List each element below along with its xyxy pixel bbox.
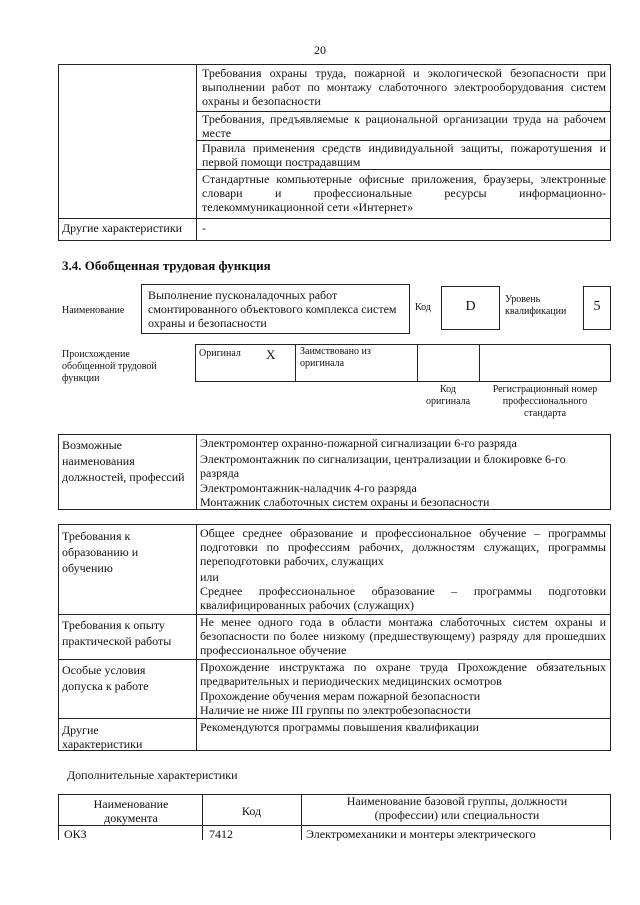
other-characteristics-value: - — [202, 221, 206, 235]
education-option-1: Общее среднее образование и профессиональное обучение – программы подготовки по профессиям рабочих, должностям служащих, программы переподготовки рабочих, служащих — [200, 526, 606, 568]
other-characteristics-label: Другие характеристики — [62, 221, 183, 235]
gtf-level-label: Уровень квалификации — [505, 294, 567, 317]
origin-original-mark: X — [266, 347, 276, 362]
origin-code-caption: Код оригинала — [425, 384, 471, 407]
position-item: Электромонтажник-наладчик 4-го разряда — [200, 481, 417, 495]
position-item: Электромонтажник по сигнализации, централизации и блокировке 6-го разряда — [200, 452, 566, 480]
additional-row-code: 7412 — [209, 827, 233, 841]
section-heading: 3.4. Обобщенная трудовая функция — [62, 258, 271, 273]
additional-header-group: Наименование базовой группы, должности (профессии) или специальности — [346, 794, 568, 822]
origin-borrowed-label: Заимствовано из оригинала — [300, 346, 371, 369]
education-option-2: Среднее профессиональное образование – программы подготовки квалифицированных рабочих (служащих) — [200, 584, 606, 612]
other-requirements-value: Рекомендуются программы повышения квалификации — [200, 720, 479, 734]
origin-label: Происхождение обобщенной трудовой функции — [62, 349, 157, 384]
education-label: Требования к образованию и обучению — [62, 529, 139, 575]
additional-heading: Дополнительные характеристики — [67, 768, 238, 782]
origin-reg-caption: Регистрационный номер профессионального стандарта — [492, 384, 598, 419]
origin-original-label: Оригинал — [199, 348, 241, 359]
conditions-label: Особые условия допуска к работе — [62, 663, 149, 693]
additional-row-group: Электромеханики и монтеры электрического — [306, 827, 536, 841]
additional-header-document: Наименование документа — [93, 797, 169, 825]
conditions-item: Прохождение инструктажа по охране труда Прохождение обязательных предварительных и периодических медицинских осмотров — [200, 660, 606, 688]
conditions-item: Наличие не ниже III группы по электробезопасности — [200, 703, 471, 717]
requirement-workplace: Требования, предъявляемые к рациональной организации труда на рабочем месте — [202, 112, 606, 140]
gtf-name-label: Наименование — [62, 305, 125, 316]
position-item: Монтажник слаботочных систем охраны и безопасности — [200, 495, 490, 509]
requirement-ppe: Правила применения средств индивидуальной защиты, пожаротушения и первой помощи пострадавшим — [202, 141, 606, 169]
requirement-safety: Требования охраны труда, пожарной и экологической безопасности при выполнении работ по монтажу слаботочного электрооборудования систем охраны и безопасности — [202, 66, 606, 108]
page-number: 20 — [314, 43, 326, 57]
education-or: или — [200, 570, 219, 584]
conditions-item: Прохождение обучения мерам пожарной безопасности — [200, 689, 481, 703]
requirement-software: Стандартные компьютерные офисные приложения, браузеры, электронные словари и профессиональные ресурсы информационно-телекоммуникационной сети «Интернет» — [202, 172, 606, 214]
gtf-code-label: Код — [415, 302, 431, 313]
positions-label: Возможные наименования должностей, профессий — [62, 438, 185, 484]
other-requirements-label: Другие характеристики — [62, 723, 143, 751]
position-item: Электромонтер охранно-пожарной сигнализации 6-го разряда — [200, 436, 517, 450]
experience-label: Требования к опыту практической работы — [62, 618, 172, 648]
gtf-code-value: D — [465, 299, 476, 314]
additional-row-document: ОКЗ — [64, 827, 87, 841]
additional-header-code: Код — [241, 804, 262, 818]
experience-value: Не менее одного года в области монтажа слаботочных систем охраны и безопасности по более низкому (предшествующему) разряду для прошедших профессиональное обучение — [200, 615, 606, 657]
gtf-name-value: Выполнение пусконаладочных работ смонтированного объектового комплекса систем охраны и безопасности — [148, 288, 397, 330]
gtf-level-value: 5 — [593, 299, 601, 314]
